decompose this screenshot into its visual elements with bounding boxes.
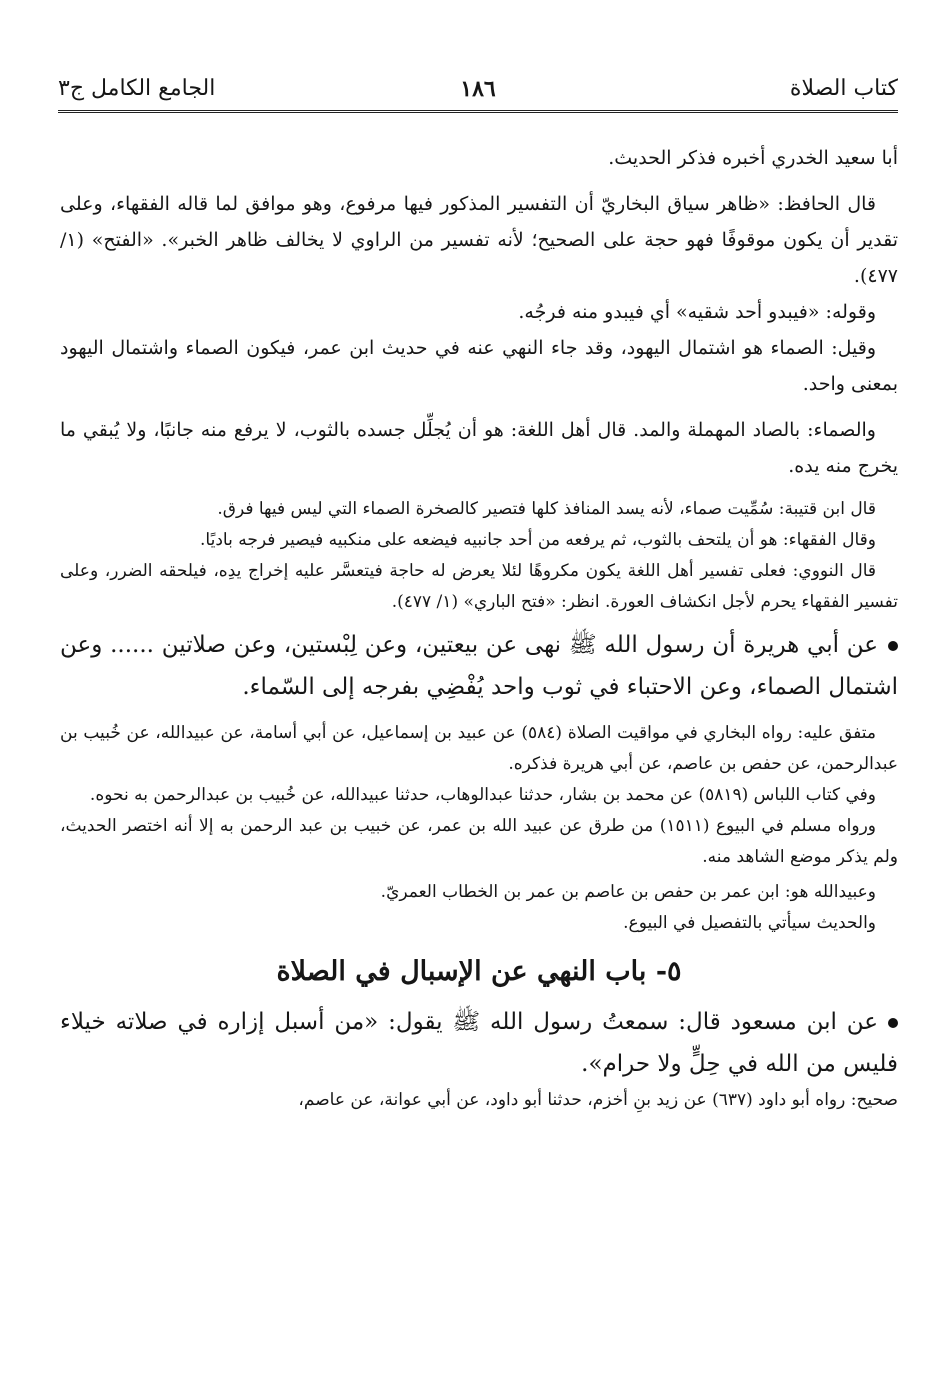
paragraph: وعبيدالله هو: ابن عمر بن حفص بن عاصم بن عمر بن الخطاب العمريّ. <box>380 882 876 902</box>
page-body <box>60 140 898 1116</box>
hadith-text <box>60 624 898 708</box>
hadith-body: عن ابن مسعود قال: سمعتُ رسول الله ﷺ يقول: «من أسبل إزاره في صلاته خيلاء فليس من الله في حِلٍّ ولا حرام». <box>60 1009 898 1077</box>
section-heading: ٥- باب النهي عن الإسبال في الصلاة <box>276 956 682 987</box>
bullet-icon <box>888 641 898 651</box>
paragraph: ورواه مسلم في البيوع (١٥١١) من طرق عن عبيد الله بن عمر، عن خبيب بن عبد الرحمن به إلا أنه اختصر الحديث، ولم يذكر موضع الشاهد منه. <box>60 816 898 867</box>
paragraph: قال الحافظ: «ظاهر سياق البخاريّ أن التفسير المذكور فيها مرفوع، وهو موافق لما قاله الفقهاء، وعلى تقدير أن يكون موقوفًا فهو حجة على الصحيح؛ لأنه تفسير من الراوي لا يخالف ظاهر الخبر». «الفتح» (١/ ٤٧٧). <box>60 193 898 287</box>
chapter-title: كتاب الصلاة <box>789 76 898 101</box>
paragraph: صحيح: رواه أبو داود (٦٣٧) عن زيد بنِ أخزم، حدثنا أبو داود، عن أبي عوانة، عن عاصم، <box>298 1090 898 1110</box>
paragraph: وقوله: «فيبدو أحد شقيه» أي فيبدو منه فرجُه. <box>518 301 876 323</box>
page-header <box>58 74 898 113</box>
hadith-text <box>60 1001 898 1085</box>
paragraph: وفي كتاب اللباس (٥٨١٩) عن محمد بن بشار، حدثنا عبدالوهاب، حدثنا عبيدالله، عن خُبيب بن عبدالرحمن به نحوه. <box>89 785 876 805</box>
paragraph: والحديث سيأتي بالتفصيل في البيوع. <box>623 913 876 933</box>
paragraph: قال النووي: فعلى تفسير أهل اللغة يكون مكروهًا لئلا يعرض له حاجة فيتعسَّر عليه إخراج يدِه، فيلحقه الضرر، وعلى تفسير الفقهاء يحرم لأجل انكشاف العورة. انظر: «فتح الباري» (١/ ٤٧٧). <box>60 561 898 612</box>
paragraph: أبا سعيد الخدري أخبره فذكر الحديث. <box>608 147 898 169</box>
hadith-body: عن أبي هريرة أن رسول الله ﷺ نهى عن بيعتين، وعن لِبْستين، وعن صلاتين ...... وعن اشتمال الصماء، وعن الاحتباء في ثوب واحد يُفْضِي بفرجه إلى السّماء. <box>60 632 898 700</box>
paragraph: وقيل: الصماء هو اشتمال اليهود، وقد جاء النهي عنه في حديث ابن عمر، فيكون الصماء واشتمال اليهود بمعنى واحد. <box>60 337 898 395</box>
page-number: ١٨٦ <box>460 76 496 102</box>
paragraph: والصماء: بالصاد المهملة والمد. قال أهل اللغة: هو أن يُجلِّل جسده بالثوب، لا يرفع منه جانبًا، ولا يُبقي ما يخرج منه يده. <box>60 419 898 477</box>
paragraph: متفق عليه: رواه البخاري في مواقيت الصلاة (٥٨٤) عن عبيد بن إسماعيل، عن أبي أسامة، عن عبيدالله، عن خُبيب بن عبدالرحمن، عن حفص بن عاصم، عن أبي هريرة فذكره. <box>60 723 898 774</box>
book-title: الجامع الكامل ج٣ <box>58 76 216 101</box>
bullet-icon <box>888 1018 898 1028</box>
paragraph: وقال الفقهاء: هو أن يلتحف بالثوب، ثم يرفعه من أحد جانبيه فيضعه على منكبيه فيصير فرجه باديًا. <box>200 530 876 550</box>
paragraph: قال ابن قتيبة: سُمِّيت صماء، لأنه يسد المنافذ كلها فتصير كالصخرة الصماء التي ليس فيها فرق. <box>217 499 876 519</box>
